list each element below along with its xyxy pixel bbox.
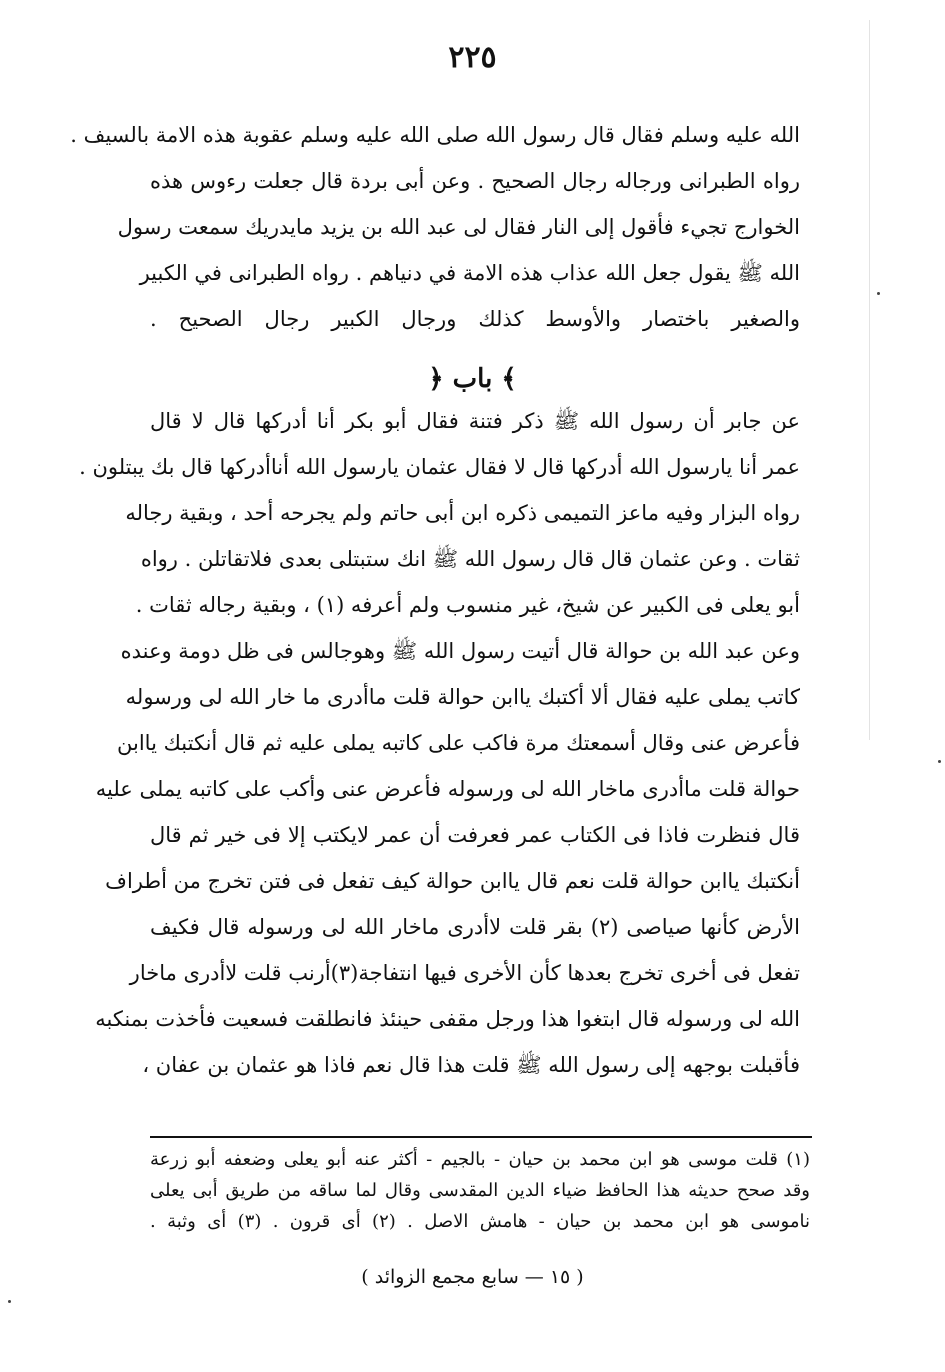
signature-line: ( ١٥ — سابع مجمع الزوائد ) (361, 1266, 584, 1288)
text-line: وعن عبد الله بن حوالة قال أتيت رسول الله ﷺ وهوجالس فى ظل دومة وعنده (120, 639, 800, 663)
text-line: كاتب يملى عليه فقال ألا أكتبك ياابن حوالة قلت ماأدرى ما خار الله لى ورسوله (125, 685, 800, 709)
text-line: الخوارج تجيء فأقول إلى النار فقال لى عبد الله بن يزيد مايدريك سمعت رسول (117, 215, 800, 239)
text-line: الله لى ورسوله قال ابتغوا هذا ورجل مقفى حينئذ فانطلقت فسعيت فأخذت بمنكبه (95, 1007, 800, 1031)
text-line: ثقات . وعن عثمان قال قال رسول الله ﷺ انك ستبتلى بعدى فلاتقاتلن . رواه (140, 547, 800, 571)
text-line: والصغير باختصار والأوسط كذلك ورجال الكبير رجال الصحيح . (150, 307, 800, 331)
scan-speck (938, 760, 941, 763)
footnote-divider (150, 1136, 812, 1138)
text-line: أنكتبك ياابن حوالة قلت نعم قال ياابن حوالة كيف تفعل فى فتن تخرج من أطراف (105, 869, 800, 893)
footnotes (150, 1148, 810, 1241)
footnote-line: ناموسى هو ابن محمد بن حيان - هامش الاصل . (٢) أى قرون . (٣) أى وثبة . (150, 1211, 810, 1232)
body-text (79, 408, 801, 1098)
top-paragraph (70, 122, 800, 352)
text-line: قال فنظرت فاذا فى الكتاب عمر فعرفت أن عمر لايكتب إلا فى خير ثم قال (150, 823, 800, 847)
footnote-line: (١) قلت موسى هو ابن محمد بن حيان - بالجيم - أكثر عنه أبو يعلى وضعفه أبو زرعة (150, 1149, 810, 1170)
text-line: حوالة قلت ماأدرى ماخار الله لى ورسوله فأعرض عنى وأكب على كاتبه يملى عليه (95, 777, 800, 801)
scan-speck (8, 1300, 11, 1303)
text-line: الأرض كأنها صياصى (٢) بقر قلت لاأدرى ماخار الله لى ورسوله قال فكيف (150, 915, 801, 939)
text-line: فأعرض عنى وقال أسمعتك مرة فاكب على كاتبه يملى عليه ثم قال أنكتبك ياابن (117, 731, 800, 755)
footnote-line: وقد صحح حديثه هذا الحافظ ضياء الدين المقدسى وقال لما ساقه من طريق أبى يعلى (150, 1180, 810, 1201)
section-heading: ﴿ باب ﴾ (428, 364, 517, 394)
text-line: الله ﷺ يقول جعل الله عذاب هذه الامة في دنياهم . رواه الطبرانى في الكبير (139, 261, 800, 285)
text-line: عن جابر أن رسول الله ﷺ ذكر فتنة فقال أبو بكر أنا أدركها قال لا قال (150, 409, 800, 433)
text-line: فأقبلت بوجهه إلى رسول الله ﷺ قلت هذا قال نعم فاذا هو عثمان بن عفان ، (142, 1053, 800, 1077)
text-line: رواه الطبرانى ورجاله رجال الصحيح . وعن أبى بردة قال جعلت رءوس هذه (150, 169, 800, 193)
text-line: تفعل فى أخرى تخرج بعدها كأن الأخرى فيها انتفاجة(٣)أرنب قلت لاأدرى ماخار (129, 961, 800, 985)
page-number: ٢٢٥ (448, 40, 497, 75)
text-line: عمر أنا يارسول الله أدركها قال لا فقال عثمان يارسول الله أناأدركها قال بك يبتلون . (79, 455, 800, 479)
scan-speck (877, 292, 880, 295)
text-line: رواه البزار وفيه ماعز التميمى ذكره ابن أبى حاتم ولم يجرحه أحد ، وبقية رجاله (125, 501, 800, 525)
text-line: أبو يعلى فى الكبير عن شيخ، غير منسوب ولم أعرفه (١) ، وبقية رجاله ثقات . (135, 593, 800, 617)
text-line: الله عليه وسلم فقال قال رسول الله صلى الله عليه وسلم عقوبة هذه الامة بالسيف . (70, 123, 800, 147)
